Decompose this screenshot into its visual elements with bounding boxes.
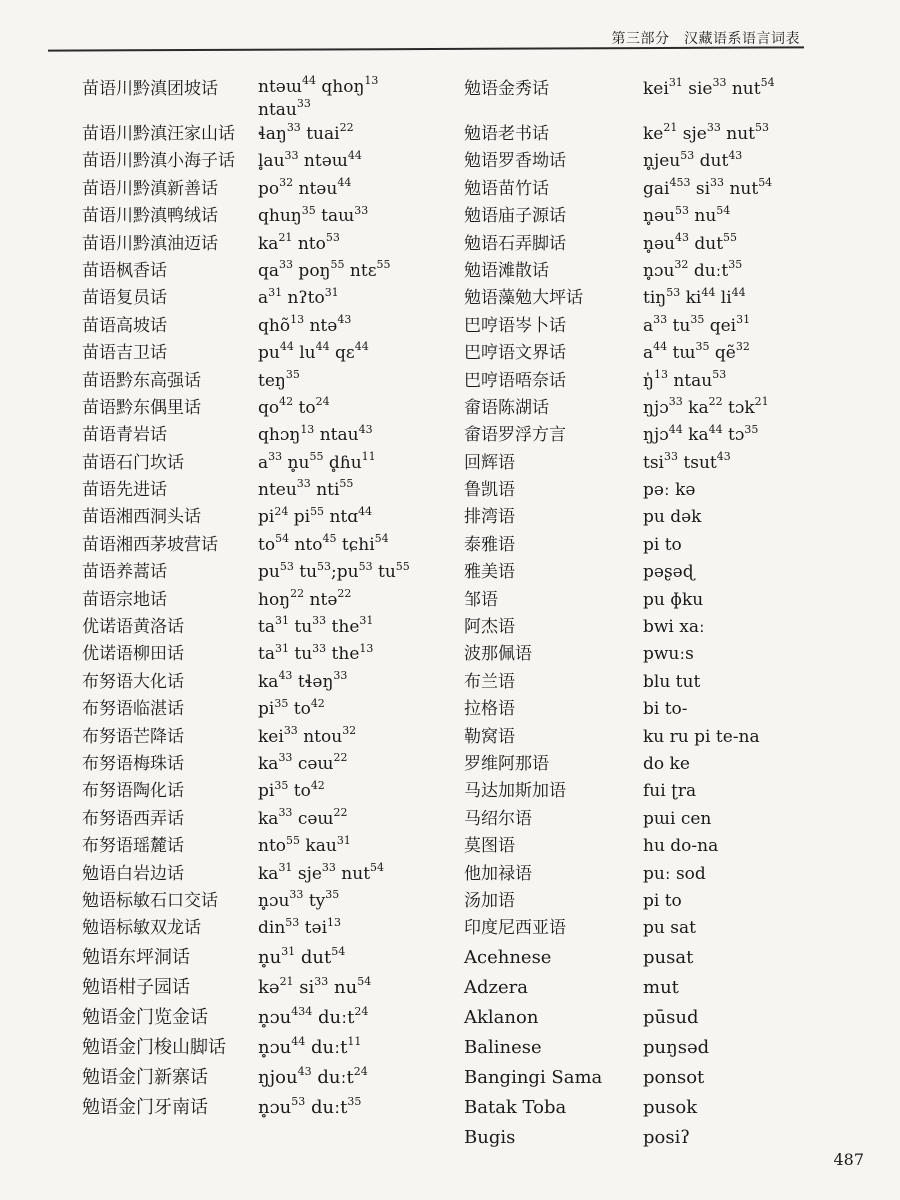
- word-form: posiʔ: [643, 1126, 691, 1148]
- language-name: Bangingi Sama: [464, 1066, 603, 1088]
- dialect-name: 布努语陶化话: [82, 781, 184, 802]
- language-name: 畲语陈湖话: [464, 397, 549, 418]
- table-row: [40, 504, 870, 531]
- word-form: fui ʈra: [643, 781, 697, 802]
- language-name: 勉语苗竹话: [464, 178, 549, 199]
- dialect-name: 勉语标敏双龙话: [82, 918, 201, 939]
- language-name: Balinese: [464, 1036, 542, 1058]
- word-form: n̥əu$^{53}$ $nu^{54}$: [643, 203, 731, 227]
- language-name: 勉语石弄脚话: [464, 233, 566, 254]
- table-row: [40, 450, 870, 477]
- word-table: [40, 76, 870, 1153]
- word-form: $ka^{43}$ tɬəŋ$^{33}$: [258, 669, 348, 692]
- table-row: [40, 285, 870, 312]
- language-name: 雅美语: [464, 562, 515, 583]
- word-form: $ka^{33}$ cəɯ$^{22}$: [258, 751, 348, 774]
- language-name: 印度尼西亚语: [464, 918, 566, 939]
- language-name: 巴哼语岑卜话: [464, 315, 566, 336]
- word-form: $n̥u^{31}$ dut$^{54}$: [258, 944, 346, 968]
- table-row: [40, 587, 870, 614]
- word-form: pwuːs: [643, 644, 694, 665]
- dialect-name: 勉语柑子园话: [82, 976, 190, 998]
- dialect-name: 布努语芒降话: [82, 726, 184, 747]
- language-name: 邹语: [464, 589, 498, 610]
- dialect-name: 苗语青岩话: [82, 425, 167, 446]
- language-name: Aklanon: [464, 1006, 539, 1028]
- table-row: [40, 121, 870, 148]
- word-form: qhõ$^{13}$ ntə$^{43}$: [258, 313, 352, 336]
- dialect-name: 苗语黔东高强话: [82, 370, 201, 391]
- word-form: $ta^{31}$ $tu^{33}$ the$^{31}$: [258, 614, 374, 638]
- language-name: 阿杰语: [464, 617, 515, 638]
- language-name: 巴哼语文界话: [464, 343, 566, 364]
- language-name: 勉语庙子源话: [464, 206, 566, 227]
- table-row: [40, 806, 870, 833]
- word-form: tsi$^{33}$ tsut$^{43}$: [643, 450, 731, 473]
- language-name: 马达加斯加语: [464, 781, 566, 802]
- word-form: n̥ɔu$^{33}$ $ty^{35}$: [258, 888, 340, 911]
- table-row: [40, 614, 870, 641]
- language-name: 畲语罗浮方言: [464, 425, 566, 446]
- language-name: 回辉语: [464, 452, 515, 473]
- word-form: $po^{32}$ ntəu$^{44}$: [258, 176, 352, 199]
- dialect-name: 布努语大化话: [82, 671, 184, 692]
- table-row: [40, 203, 870, 230]
- table-row: [40, 258, 870, 285]
- table-row: [40, 1033, 870, 1063]
- word-form: $l̥au^{33}$ ntəɯ$^{44}$: [258, 148, 362, 172]
- dialect-name: 苗语川黔滇团坡话: [82, 79, 218, 99]
- word-form: $a^{33}$ $n̥u^{55}$ d̥ɦu$^{11}$: [258, 450, 376, 473]
- word-form: pi to: [643, 534, 682, 555]
- table-row: [40, 176, 870, 203]
- table-row: [40, 669, 870, 696]
- dialect-name: 勉语标敏石口交话: [82, 890, 218, 911]
- table-row: [40, 231, 870, 258]
- word-form: $ka^{21}$ nto$^{53}$: [258, 230, 340, 254]
- word-form: $pi^{35}$ $to^{42}$: [258, 778, 325, 802]
- dialect-name: 苗语高坡话: [82, 315, 167, 336]
- word-form: $ka^{33}$ cəɯ$^{22}$: [258, 806, 348, 829]
- language-name: 勉语金秀话: [464, 79, 549, 99]
- word-form: teŋ$^{35}$: [258, 367, 300, 391]
- word-form: $pi^{35}$ $to^{42}$: [258, 696, 325, 720]
- table-row: [40, 532, 870, 559]
- word-form: nto$^{55}$ kau$^{31}$: [258, 833, 351, 857]
- table-row: [40, 368, 870, 395]
- word-form: qhɔŋ$^{13}$ ntau$^{43}$: [258, 422, 373, 446]
- dialect-name: 布努语临湛话: [82, 699, 184, 720]
- word-form: tiŋ$^{53}$ $ki^{44}$ $li^{44}$: [643, 285, 746, 309]
- dialect-name: 苗语复员话: [82, 288, 167, 309]
- table-row: [40, 395, 870, 422]
- running-header: 第三部分 汉藏语系语言词表: [611, 31, 800, 47]
- table-row: [40, 724, 870, 751]
- word-form: hu do-na: [643, 836, 719, 857]
- word-form: pɯi cen: [643, 808, 712, 829]
- dialect-name: 苗语川黔滇小海子话: [82, 151, 235, 172]
- table-row: [40, 778, 870, 805]
- word-form: pəː kə: [643, 480, 696, 501]
- table-row: [40, 696, 870, 723]
- dialect-name: 勉语白岩边话: [82, 863, 184, 884]
- dialect-name: 布努语西弄话: [82, 808, 184, 829]
- dialect-name: 苗语枫香话: [82, 260, 167, 281]
- word-form: ŋ̍$^{13}$ ntau$^{53}$: [643, 367, 727, 391]
- dialect-name: 苗语川黔滇新善话: [82, 178, 218, 199]
- word-form: ku ru pi te-na: [643, 726, 760, 747]
- word-form: ɬaŋ$^{33}$ tuai$^{22}$: [258, 121, 354, 144]
- dialect-name: 勉语金门梭山脚话: [82, 1036, 226, 1058]
- table-row: [40, 751, 870, 778]
- word-form: kei$^{33}$ ntou$^{32}$: [258, 723, 357, 747]
- table-row: [40, 943, 870, 973]
- language-name: 拉格语: [464, 699, 515, 720]
- dialect-name: 苗语吉卫话: [82, 343, 167, 364]
- dialect-name: 优诺语柳田话: [82, 644, 184, 665]
- table-row: [40, 1123, 870, 1153]
- dialect-name: 苗语川黔滇鸭绒话: [82, 206, 218, 227]
- word-form: kə$^{21}$ $si^{33}$ $nu^{54}$: [258, 974, 372, 998]
- word-form: $pu^{44}$ $lu^{44}$ qɛ$^{44}$: [258, 340, 369, 364]
- table-row: [40, 313, 870, 340]
- word-form: n̥ɔu$^{32}$ duːt$^{35}$: [643, 258, 743, 281]
- table-row: [40, 1093, 870, 1123]
- dialect-name: 苗语川黔滇油迈话: [82, 233, 218, 254]
- word-form: $qo^{42}$ $to^{24}$: [258, 395, 330, 418]
- language-name: 他加禄语: [464, 863, 532, 884]
- language-name: 排湾语: [464, 507, 515, 528]
- language-name: 莫图语: [464, 836, 515, 857]
- word-form: blu tut: [643, 671, 701, 692]
- language-name: 巴哼语唔奈话: [464, 370, 566, 391]
- dialect-name: 勉语金门牙南话: [82, 1096, 208, 1118]
- table-row: [40, 477, 870, 504]
- dialect-name: 苗语川黔滇汪家山话: [82, 124, 235, 144]
- table-row: [40, 973, 870, 1003]
- word-form: $a^{33}$ $tu^{35}$ qei$^{31}$: [643, 313, 751, 336]
- word-form: do ke: [643, 753, 690, 774]
- word-form: $pi^{24}$ $pi^{55}$ ntɑ$^{44}$: [258, 504, 373, 528]
- word-form: $ke^{21}$ sje$^{33}$ nut$^{53}$: [643, 121, 769, 144]
- language-name: 泰雅语: [464, 534, 515, 555]
- table-row: [40, 76, 870, 121]
- table-row: [40, 641, 870, 668]
- word-form: $ka^{31}$ sje$^{33}$ nut$^{54}$: [258, 860, 385, 884]
- dialect-name: 苗语湘西洞头话: [82, 507, 201, 528]
- word-form: $to^{54}$ nto$^{45}$ tɕhi$^{54}$: [258, 532, 389, 555]
- language-name: 汤加语: [464, 890, 515, 911]
- word-form: pusok: [643, 1096, 698, 1118]
- word-form: qhuŋ$^{35}$ taɯ$^{33}$: [258, 203, 369, 227]
- word-form: ponsot: [643, 1066, 705, 1088]
- table-row: [40, 861, 870, 888]
- dialect-name: 勉语金门览金话: [82, 1006, 208, 1028]
- dialect-name: 布努语瑶麓话: [82, 836, 184, 857]
- dialect-name: 优诺语黄洛话: [82, 617, 184, 638]
- table-row: [40, 888, 870, 915]
- dialect-name: 苗语黔东偶里话: [82, 397, 201, 418]
- word-form: $qa^{33}$ poŋ$^{55}$ ntɛ$^{55}$: [258, 258, 391, 281]
- word-form: nteu$^{33}$ nti$^{55}$: [258, 477, 354, 501]
- word-form: mut: [643, 976, 679, 998]
- table-row: [40, 1003, 870, 1033]
- word-form: pu sat: [643, 918, 696, 939]
- word-form: $ta^{31}$ $tu^{33}$ the$^{13}$: [258, 641, 374, 665]
- language-name: 勉语滩散话: [464, 260, 549, 281]
- dialect-name: 勉语东坪洞话: [82, 946, 190, 968]
- language-name: 布兰语: [464, 671, 515, 692]
- word-form: n̥jeu$^{53}$ dut$^{43}$: [643, 148, 743, 172]
- dialect-name: 勉语金门新寨话: [82, 1066, 208, 1088]
- word-form: $a^{31}$ nʔto$^{31}$: [258, 285, 339, 309]
- word-form: puː sod: [643, 863, 706, 884]
- table-row: [40, 340, 870, 367]
- word-form: $pu^{53}$ $tu^{53};pu^{53}$ $tu^{55}$: [258, 559, 410, 583]
- word-form: n̥əu$^{43}$ dut$^{55}$: [643, 230, 738, 254]
- language-name: 波那佩语: [464, 644, 532, 665]
- word-form: n̥ɔu$^{53}$ duːt$^{35}$: [258, 1094, 362, 1118]
- dialect-name: 苗语湘西茅坡营话: [82, 534, 218, 555]
- word-form: ŋjɔ$^{33}$ $ka^{22}$ tɔk$^{21}$: [643, 395, 769, 418]
- table-row: [40, 1063, 870, 1093]
- word-form: kei$^{31}$ sie$^{33}$ nut$^{54}$: [643, 76, 775, 99]
- language-name: Adzera: [464, 976, 528, 998]
- word-form: pi to: [643, 890, 682, 911]
- language-name: Batak Toba: [464, 1096, 567, 1118]
- word-form: pūsud: [643, 1006, 699, 1028]
- word-form: puŋsəd: [643, 1036, 710, 1058]
- word-form: ŋjɔ$^{44}$ $ka^{44}$ tɔ$^{35}$: [643, 422, 759, 446]
- word-form: ntəɯ$^{44}$ qhoŋ$^{13}$ ntau$^{33}$: [258, 74, 379, 120]
- dialect-name: 苗语宗地话: [82, 589, 167, 610]
- table-row: [40, 422, 870, 449]
- dialect-name: 苗语养蒿话: [82, 562, 167, 583]
- dialect-name: 布努语梅珠话: [82, 753, 184, 774]
- table-row: [40, 915, 870, 942]
- word-form: pu ɸku: [643, 589, 704, 610]
- header-rule: [48, 46, 804, 51]
- language-name: Acehnese: [464, 946, 552, 968]
- word-form: bwi xaː: [643, 617, 705, 638]
- table-row: [40, 148, 870, 175]
- dialect-name: 苗语先进话: [82, 480, 167, 501]
- language-name: Bugis: [464, 1126, 516, 1148]
- word-form: din$^{53}$ təi$^{13}$: [258, 915, 342, 939]
- word-form: pusat: [643, 946, 694, 968]
- language-name: 罗维阿那语: [464, 753, 549, 774]
- language-name: 勉语老书话: [464, 124, 549, 144]
- word-form: n̥ɔu$^{44}$ duːt$^{11}$: [258, 1034, 362, 1058]
- page-number: 487: [833, 1150, 864, 1169]
- language-name: 马绍尔语: [464, 808, 532, 829]
- dialect-name: 苗语石门坎话: [82, 452, 184, 473]
- word-form: ŋjou$^{43}$ duːt$^{24}$: [258, 1064, 368, 1088]
- language-name: 勉语藻勉大坪话: [464, 288, 583, 309]
- word-form: pu dək: [643, 507, 702, 528]
- word-form: n̥ɔu$^{434}$ duːt$^{24}$: [258, 1004, 369, 1028]
- table-row: [40, 559, 870, 586]
- table-row: [40, 833, 870, 860]
- word-form: gai$^{453}$ $si^{33}$ nut$^{54}$: [643, 176, 773, 199]
- language-name: 勉语罗香坳话: [464, 151, 566, 172]
- language-name: 勒窝语: [464, 726, 515, 747]
- word-form: $a^{44}$ tɯ$^{35}$ qẽ$^{32}$: [643, 340, 750, 364]
- word-form: hoŋ$^{22}$ ntə$^{22}$: [258, 586, 352, 610]
- language-name: 鲁凯语: [464, 480, 515, 501]
- word-form: bi to-: [643, 699, 688, 720]
- word-form: pəʂəɖ: [643, 562, 694, 583]
